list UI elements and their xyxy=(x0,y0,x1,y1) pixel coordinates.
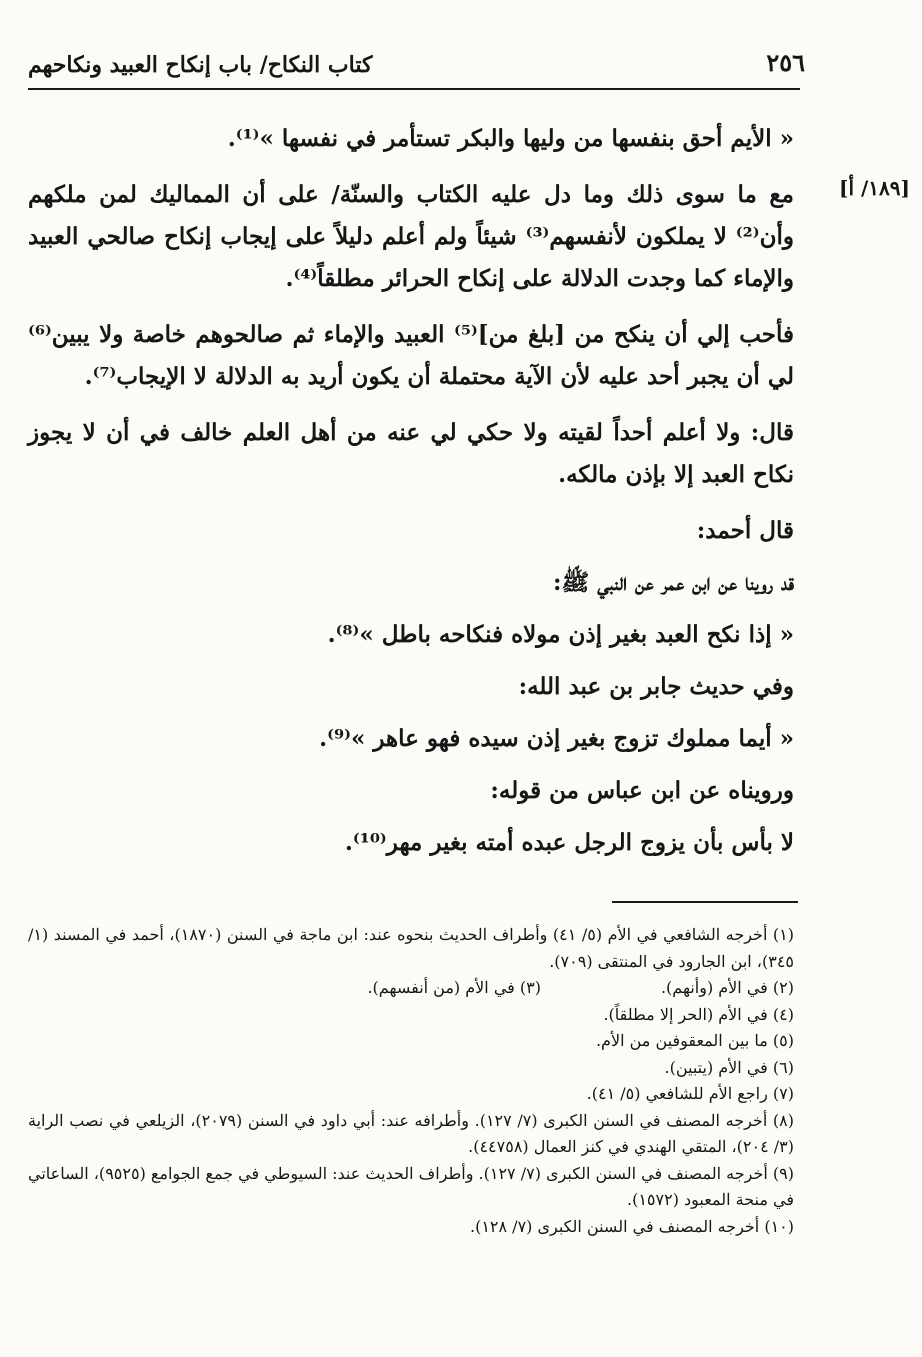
paragraph: « الأيم أحق بنفسها من وليها والبكر تستأمر في نفسها »⁽¹⁾. xyxy=(227,125,794,152)
footnote: (٤) في الأم (الحر إلا مطلقاً). xyxy=(603,1004,794,1024)
manuscript-folio-marker: [١٨٩/ أ] xyxy=(839,176,910,200)
main-text xyxy=(28,118,794,864)
paragraph: وفي حديث جابر بن عبد الله: xyxy=(518,673,794,700)
footnote: (٢) في الأم (وأنهم). xyxy=(660,978,794,997)
paragraph: فأحب إلي أن ينكح من [بلغ من]⁽⁵⁾ العبيد والإماء ثم صالحوهم خاصة ولا يبين⁽⁶⁾ لي أن يجبر أحد عليه لأن الآية محتملة أن يكون أريد به الدلالة لا الإيجاب⁽⁷⁾. xyxy=(28,321,794,390)
paragraph: لا بأس بأن يزوج الرجل عبده أمته بغير مهر⁽¹⁰⁾. xyxy=(344,829,794,856)
footnote: (١٠) أخرجه المصنف في السنن الكبرى (٧/ ١٢٨). xyxy=(469,1216,794,1236)
paragraph: قال: ولا أعلم أحداً لقيته ولا حكي لي عنه من أهل العلم خالف في أن لا يجوز نكاح العبد إلا بإذن مالكه. xyxy=(28,419,794,488)
hadith-quote: « إذا نكح العبد بغير إذن مولاه فنكاحه باطل »⁽⁸⁾. xyxy=(327,621,794,648)
page-number: ٢٥٦ xyxy=(766,48,805,77)
paragraph: قال أحمد: xyxy=(696,517,794,544)
footnote: (٥) ما بين المعقوفين من الأم. xyxy=(595,1031,794,1050)
footnote: (٧) راجع الأم للشافعي (٥/ ٤١). xyxy=(586,1084,794,1103)
paragraph: قد روينا عن ابن عمر عن النبي ﷺ: xyxy=(553,569,794,596)
footnote: (٩) أخرجه المصنف في السنن الكبرى (٧/ ١٢٧). وأطراف الحديث عند: السيوطي في جمع الجوامع (٩٥٢٥)، الساعاتي في منحة المعبود (١٥٧٢). xyxy=(28,1163,794,1209)
hadith-quote: « أيما مملوك تزوج بغير إذن سيده فهو عاهر »⁽⁹⁾. xyxy=(319,725,794,752)
footnote-row xyxy=(28,975,794,1002)
footnote: (١) أخرجه الشافعي في الأم (٥/ ٤١) وأطراف الحديث بنحوه عند: ابن ماجة في السنن (١٨٧٠)، أحمد في المسند (١/ ٣٤٥)، ابن الجارود في المنتقى (٧٠٩). xyxy=(28,925,794,971)
running-title: كتاب النكاح/ باب إنكاح العبيد ونكاحهم xyxy=(28,52,373,78)
footnote: (٦) في الأم (يتبين). xyxy=(664,1057,794,1077)
footnote: (٨) أخرجه المصنف في السنن الكبرى (٧/ ١٢٧). وأطرافه عند: أبي داود في السنن (٢٠٧٩)، الزيلعي في نصب الراية (٣/ ٢٠٤)، المتقي الهندي في كنز العمال (٤٤٧٥٨). xyxy=(28,1110,795,1156)
footnote: (٣) في الأم (من أنفسهم). xyxy=(367,978,541,997)
footnote-divider xyxy=(612,901,798,903)
paragraph: ورويناه عن ابن عباس من قوله: xyxy=(490,777,794,804)
header-divider xyxy=(28,88,800,90)
footnotes xyxy=(28,922,794,1240)
paragraph: مع ما سوى ذلك وما دل عليه الكتاب والسنّة/ على أن المماليك لمن ملكهم وأن⁽²⁾ لا يملكون لأنفسهم⁽³⁾ شيئاً ولم أعلم دليلاً على إيجاب إنكاح صالحي العبيد والإماء كما وجدت الدلالة على إنكاح الحرائر مطلقاً⁽⁴⁾. xyxy=(28,181,794,292)
